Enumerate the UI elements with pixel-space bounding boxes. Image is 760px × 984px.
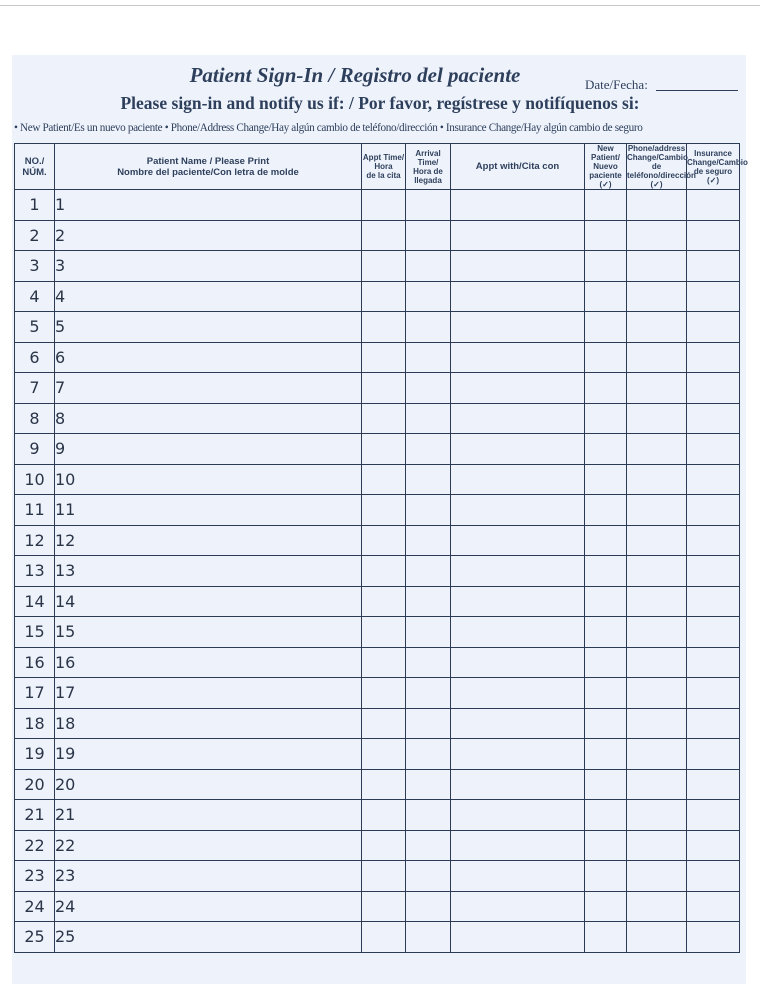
patient-name-cell[interactable]: 19 — [55, 739, 362, 770]
col-header-new-patient — [585, 144, 627, 190]
table-row — [15, 281, 740, 312]
new-patient-check[interactable] — [585, 525, 627, 556]
col-header-line: de seguro — [693, 166, 733, 176]
phone-address-change-check[interactable] — [627, 830, 687, 861]
patient-name-cell[interactable]: 18 — [55, 708, 362, 739]
appt-time-cell[interactable] — [362, 525, 406, 556]
phone-address-change-check[interactable] — [627, 373, 687, 404]
row-number: 1 — [15, 190, 55, 221]
col-header-insurance-change — [687, 144, 748, 190]
phone-address-change-check[interactable] — [627, 617, 687, 648]
col-header-line: Patient Name / Please Print — [146, 155, 270, 167]
patient-name-cell[interactable]: 11 — [55, 495, 362, 526]
appt-with-cell[interactable] — [451, 617, 585, 648]
appt-time-cell[interactable] — [362, 495, 406, 526]
col-header-line: de la cita — [366, 171, 401, 180]
appt-with-cell[interactable] — [451, 647, 585, 678]
appt-time-cell[interactable] — [362, 220, 406, 251]
arrival-time-cell[interactable] — [406, 281, 451, 312]
insurance-change-check[interactable] — [687, 525, 740, 556]
table-row — [15, 373, 740, 404]
table-row — [15, 312, 740, 343]
date-label: Date/Fecha: — [585, 77, 648, 92]
row-number: 19 — [15, 739, 55, 770]
phone-address-change-check[interactable] — [627, 525, 687, 556]
insurance-change-check[interactable] — [687, 891, 740, 922]
arrival-time-cell[interactable] — [406, 678, 451, 709]
patient-name-cell[interactable]: 12 — [55, 525, 362, 556]
appt-time-cell[interactable] — [362, 830, 406, 861]
new-patient-check[interactable] — [585, 891, 627, 922]
col-header-line: (✓) — [599, 180, 612, 189]
appt-with-cell[interactable] — [451, 586, 585, 617]
col-header-line: Insurance — [694, 148, 732, 158]
phone-address-change-check[interactable] — [627, 891, 687, 922]
phone-address-change-check[interactable] — [627, 220, 687, 251]
phone-address-change-check[interactable] — [627, 586, 687, 617]
insurance-change-check[interactable] — [687, 281, 740, 312]
appt-with-cell[interactable] — [451, 312, 585, 343]
col-header-line: New — [597, 144, 614, 153]
sign-in-table — [14, 143, 748, 953]
arrival-time-cell[interactable] — [406, 556, 451, 587]
arrival-time-cell[interactable] — [406, 647, 451, 678]
insurance-change-check[interactable] — [687, 220, 740, 251]
row-number: 18 — [15, 708, 55, 739]
appt-with-cell[interactable] — [451, 800, 585, 831]
insurance-change-check[interactable] — [687, 403, 740, 434]
insurance-change-check[interactable] — [687, 830, 740, 861]
phone-address-change-check[interactable] — [627, 342, 687, 373]
insurance-change-check[interactable] — [687, 861, 740, 892]
col-header-line: NÚM. — [22, 166, 47, 178]
appt-with-cell[interactable] — [451, 403, 585, 434]
arrival-time-cell[interactable] — [406, 251, 451, 282]
patient-name-cell[interactable]: 20 — [55, 769, 362, 800]
appt-time-cell[interactable] — [362, 586, 406, 617]
appt-time-cell[interactable] — [362, 922, 406, 953]
appt-with-cell[interactable] — [451, 251, 585, 282]
table-row — [15, 464, 740, 495]
arrival-time-cell[interactable] — [406, 373, 451, 404]
row-number: 4 — [15, 281, 55, 312]
table-row — [15, 617, 740, 648]
appt-with-cell[interactable] — [451, 464, 585, 495]
appt-time-cell[interactable] — [362, 190, 406, 221]
arrival-time-cell[interactable] — [406, 861, 451, 892]
row-number: 7 — [15, 373, 55, 404]
phone-address-change-check[interactable] — [627, 922, 687, 953]
phone-address-change-check[interactable] — [627, 495, 687, 526]
table-row — [15, 434, 740, 465]
col-header-line: Change/Cambio — [687, 157, 748, 167]
table-row — [15, 647, 740, 678]
patient-name-cell[interactable]: 5 — [55, 312, 362, 343]
appt-time-cell[interactable] — [362, 861, 406, 892]
appt-with-cell[interactable] — [451, 678, 585, 709]
phone-address-change-check[interactable] — [627, 190, 687, 221]
col-header-line: Patient/ — [591, 153, 620, 162]
row-number: 16 — [15, 647, 55, 678]
row-number: 24 — [15, 891, 55, 922]
appt-time-cell[interactable] — [362, 373, 406, 404]
new-patient-check[interactable] — [585, 678, 627, 709]
new-patient-check[interactable] — [585, 647, 627, 678]
table-row — [15, 830, 740, 861]
phone-address-change-check[interactable] — [627, 800, 687, 831]
table-row — [15, 251, 740, 282]
appt-time-cell[interactable] — [362, 769, 406, 800]
table-row — [15, 678, 740, 709]
arrival-time-cell[interactable] — [406, 739, 451, 770]
new-patient-check[interactable] — [585, 739, 627, 770]
table-row — [15, 708, 740, 739]
appt-time-cell[interactable] — [362, 342, 406, 373]
col-header-patient-name — [55, 144, 362, 190]
col-header-phone-address-change — [627, 144, 696, 190]
insurance-change-check[interactable] — [687, 373, 740, 404]
table-row — [15, 861, 740, 892]
appt-time-cell[interactable] — [362, 251, 406, 282]
col-header-line: (✓) — [706, 175, 720, 185]
arrival-time-cell[interactable] — [406, 891, 451, 922]
table-row — [15, 403, 740, 434]
col-header-arrival-time — [406, 144, 451, 190]
phone-address-change-check[interactable] — [627, 251, 687, 282]
appt-with-cell[interactable] — [451, 769, 585, 800]
col-header-line: Hora de — [413, 166, 443, 176]
row-number: 21 — [15, 800, 55, 831]
patient-name-cell[interactable]: 7 — [55, 373, 362, 404]
row-number: 3 — [15, 251, 55, 282]
header-row — [15, 144, 740, 190]
appt-with-cell[interactable] — [451, 281, 585, 312]
appt-time-cell[interactable] — [362, 800, 406, 831]
phone-address-change-check[interactable] — [627, 464, 687, 495]
col-header-line: paciente — [589, 171, 622, 180]
table-row — [15, 800, 740, 831]
col-header-line: (✓) — [650, 180, 663, 189]
row-number: 23 — [15, 861, 55, 892]
patient-name-cell[interactable]: 1 — [55, 190, 362, 221]
new-patient-check[interactable] — [585, 312, 627, 343]
arrival-time-cell[interactable] — [406, 586, 451, 617]
col-header-line: NO./ — [24, 155, 45, 167]
appt-time-cell[interactable] — [362, 678, 406, 709]
patient-name-cell[interactable]: 15 — [55, 617, 362, 648]
arrival-time-cell[interactable] — [406, 769, 451, 800]
insurance-change-check[interactable] — [687, 769, 740, 800]
row-number: 11 — [15, 495, 55, 526]
new-patient-check[interactable] — [585, 342, 627, 373]
phone-address-change-check[interactable] — [627, 647, 687, 678]
form-subtitle: Please sign-in and notify us if: / Por favor, regístrese y notifíquenos si: — [120, 93, 640, 113]
col-header-line: Phone/address — [627, 144, 686, 153]
col-header-number — [15, 144, 55, 190]
patient-name-cell[interactable]: 17 — [55, 678, 362, 709]
col-header-line: Nuevo — [593, 162, 618, 171]
appt-with-cell[interactable] — [451, 861, 585, 892]
appt-with-cell[interactable] — [451, 922, 585, 953]
scan-edge — [0, 0, 760, 6]
table-row — [15, 891, 740, 922]
new-patient-check[interactable] — [585, 586, 627, 617]
table-row — [15, 739, 740, 770]
insurance-change-check[interactable] — [687, 678, 740, 709]
insurance-change-check[interactable] — [687, 464, 740, 495]
table-row — [15, 769, 740, 800]
phone-address-change-check[interactable] — [627, 312, 687, 343]
arrival-time-cell[interactable] — [406, 495, 451, 526]
new-patient-check[interactable] — [585, 495, 627, 526]
row-number: 13 — [15, 556, 55, 587]
phone-address-change-check[interactable] — [627, 434, 687, 465]
insurance-change-check[interactable] — [687, 586, 740, 617]
row-number: 17 — [15, 678, 55, 709]
appt-time-cell[interactable] — [362, 403, 406, 434]
appt-with-cell[interactable] — [451, 739, 585, 770]
insurance-change-check[interactable] — [687, 495, 740, 526]
arrival-time-cell[interactable] — [406, 617, 451, 648]
row-number: 22 — [15, 830, 55, 861]
appt-time-cell[interactable] — [362, 708, 406, 739]
arrival-time-cell[interactable] — [406, 220, 451, 251]
patient-name-cell[interactable]: 10 — [55, 464, 362, 495]
new-patient-check[interactable] — [585, 251, 627, 282]
table-row — [15, 525, 740, 556]
appt-with-cell[interactable] — [451, 220, 585, 251]
new-patient-check[interactable] — [585, 922, 627, 953]
table-row — [15, 220, 740, 251]
row-number: 6 — [15, 342, 55, 373]
col-header-line: Arrival Time/ — [415, 148, 441, 167]
appt-time-cell[interactable] — [362, 464, 406, 495]
arrival-time-cell[interactable] — [406, 830, 451, 861]
arrival-time-cell[interactable] — [406, 922, 451, 953]
patient-name-cell[interactable]: 8 — [55, 403, 362, 434]
insurance-change-check[interactable] — [687, 708, 740, 739]
table-row — [15, 495, 740, 526]
table-row — [15, 556, 740, 587]
patient-name-cell[interactable]: 23 — [55, 861, 362, 892]
appt-time-cell[interactable] — [362, 891, 406, 922]
arrival-time-cell[interactable] — [406, 464, 451, 495]
insurance-change-check[interactable] — [687, 922, 740, 953]
phone-address-change-check[interactable] — [627, 739, 687, 770]
insurance-change-check[interactable] — [687, 617, 740, 648]
table-row — [15, 342, 740, 373]
row-number: 12 — [15, 525, 55, 556]
row-number: 25 — [15, 922, 55, 953]
new-patient-check[interactable] — [585, 617, 627, 648]
insurance-change-check[interactable] — [687, 647, 740, 678]
appt-time-cell[interactable] — [362, 434, 406, 465]
appt-with-cell[interactable] — [451, 708, 585, 739]
appt-with-cell[interactable] — [451, 830, 585, 861]
new-patient-check[interactable] — [585, 403, 627, 434]
appt-with-cell[interactable] — [451, 342, 585, 373]
col-header-appt-with — [451, 144, 585, 190]
arrival-time-cell[interactable] — [406, 403, 451, 434]
arrival-time-cell[interactable] — [406, 434, 451, 465]
new-patient-check[interactable] — [585, 220, 627, 251]
phone-address-change-check[interactable] — [627, 556, 687, 587]
insurance-change-check[interactable] — [687, 312, 740, 343]
appt-time-cell[interactable] — [362, 312, 406, 343]
new-patient-check[interactable] — [585, 190, 627, 221]
new-patient-check[interactable] — [585, 434, 627, 465]
col-header-line: Appt with/Cita con — [475, 161, 560, 172]
appt-with-cell[interactable] — [451, 891, 585, 922]
appt-time-cell[interactable] — [362, 556, 406, 587]
new-patient-check[interactable] — [585, 556, 627, 587]
col-header-appt-time — [362, 144, 406, 190]
arrival-time-cell[interactable] — [406, 312, 451, 343]
patient-name-cell[interactable]: 6 — [55, 342, 362, 373]
col-header-line: Hora — [374, 162, 393, 171]
phone-address-change-check[interactable] — [627, 861, 687, 892]
col-header-line: Nombre del paciente/Con letra de molde — [117, 166, 299, 178]
insurance-change-check[interactable] — [687, 251, 740, 282]
appt-with-cell[interactable] — [451, 556, 585, 587]
row-number: 14 — [15, 586, 55, 617]
patient-name-cell[interactable]: 25 — [55, 922, 362, 953]
appt-with-cell[interactable] — [451, 495, 585, 526]
patient-name-cell[interactable]: 9 — [55, 434, 362, 465]
row-number: 10 — [15, 464, 55, 495]
patient-name-cell[interactable]: 21 — [55, 800, 362, 831]
insurance-change-check[interactable] — [687, 800, 740, 831]
phone-address-change-check[interactable] — [627, 403, 687, 434]
form-title-text: Patient Sign-In / Registro del paciente — [189, 63, 521, 87]
row-number: 2 — [15, 220, 55, 251]
patient-name-cell[interactable]: 24 — [55, 891, 362, 922]
arrival-time-cell[interactable] — [406, 525, 451, 556]
patient-name-cell[interactable]: 4 — [55, 281, 362, 312]
appt-time-cell[interactable] — [362, 647, 406, 678]
col-header-line: Change/Cambio de — [627, 153, 688, 171]
table-row — [15, 586, 740, 617]
row-number: 15 — [15, 617, 55, 648]
appt-with-cell[interactable] — [451, 373, 585, 404]
new-patient-check[interactable] — [585, 830, 627, 861]
insurance-change-check[interactable] — [687, 190, 740, 221]
new-patient-check[interactable] — [585, 464, 627, 495]
arrival-time-cell[interactable] — [406, 708, 451, 739]
insurance-change-check[interactable] — [687, 556, 740, 587]
patient-name-cell[interactable]: 13 — [55, 556, 362, 587]
appt-with-cell[interactable] — [451, 525, 585, 556]
table-row — [15, 190, 740, 221]
row-number: 20 — [15, 769, 55, 800]
patient-name-cell[interactable]: 14 — [55, 586, 362, 617]
phone-address-change-check[interactable] — [627, 769, 687, 800]
patient-name-cell[interactable]: 16 — [55, 647, 362, 678]
phone-address-change-check[interactable] — [627, 708, 687, 739]
notify-options: • New Patient/Es un nuevo paciente • Phone/Address Change/Hay algún cambio de teléfono/dirección • Insurance Change/Hay algún cambio de seguro — [14, 122, 643, 134]
date-field[interactable] — [656, 90, 738, 91]
row-number: 5 — [15, 312, 55, 343]
appt-with-cell[interactable] — [451, 190, 585, 221]
insurance-change-check[interactable] — [687, 342, 740, 373]
col-header-line: llegada — [414, 175, 442, 185]
new-patient-check[interactable] — [585, 861, 627, 892]
insurance-change-check[interactable] — [687, 739, 740, 770]
arrival-time-cell[interactable] — [406, 342, 451, 373]
phone-address-change-check[interactable] — [627, 678, 687, 709]
new-patient-check[interactable] — [585, 708, 627, 739]
new-patient-check[interactable] — [585, 800, 627, 831]
row-number: 8 — [15, 403, 55, 434]
appt-with-cell[interactable] — [451, 434, 585, 465]
arrival-time-cell[interactable] — [406, 800, 451, 831]
phone-address-change-check[interactable] — [627, 281, 687, 312]
new-patient-check[interactable] — [585, 281, 627, 312]
patient-name-cell[interactable]: 2 — [55, 220, 362, 251]
row-number: 9 — [15, 434, 55, 465]
patient-name-cell[interactable]: 3 — [55, 251, 362, 282]
col-header-line: Appt Time/ — [362, 153, 405, 162]
patient-name-cell[interactable]: 22 — [55, 830, 362, 861]
col-header-line: teléfono/dirección — [627, 171, 696, 180]
insurance-change-check[interactable] — [687, 434, 740, 465]
appt-time-cell[interactable] — [362, 739, 406, 770]
appt-time-cell[interactable] — [362, 281, 406, 312]
appt-time-cell[interactable] — [362, 617, 406, 648]
table-row — [15, 922, 740, 953]
new-patient-check[interactable] — [585, 373, 627, 404]
new-patient-check[interactable] — [585, 769, 627, 800]
arrival-time-cell[interactable] — [406, 190, 451, 221]
